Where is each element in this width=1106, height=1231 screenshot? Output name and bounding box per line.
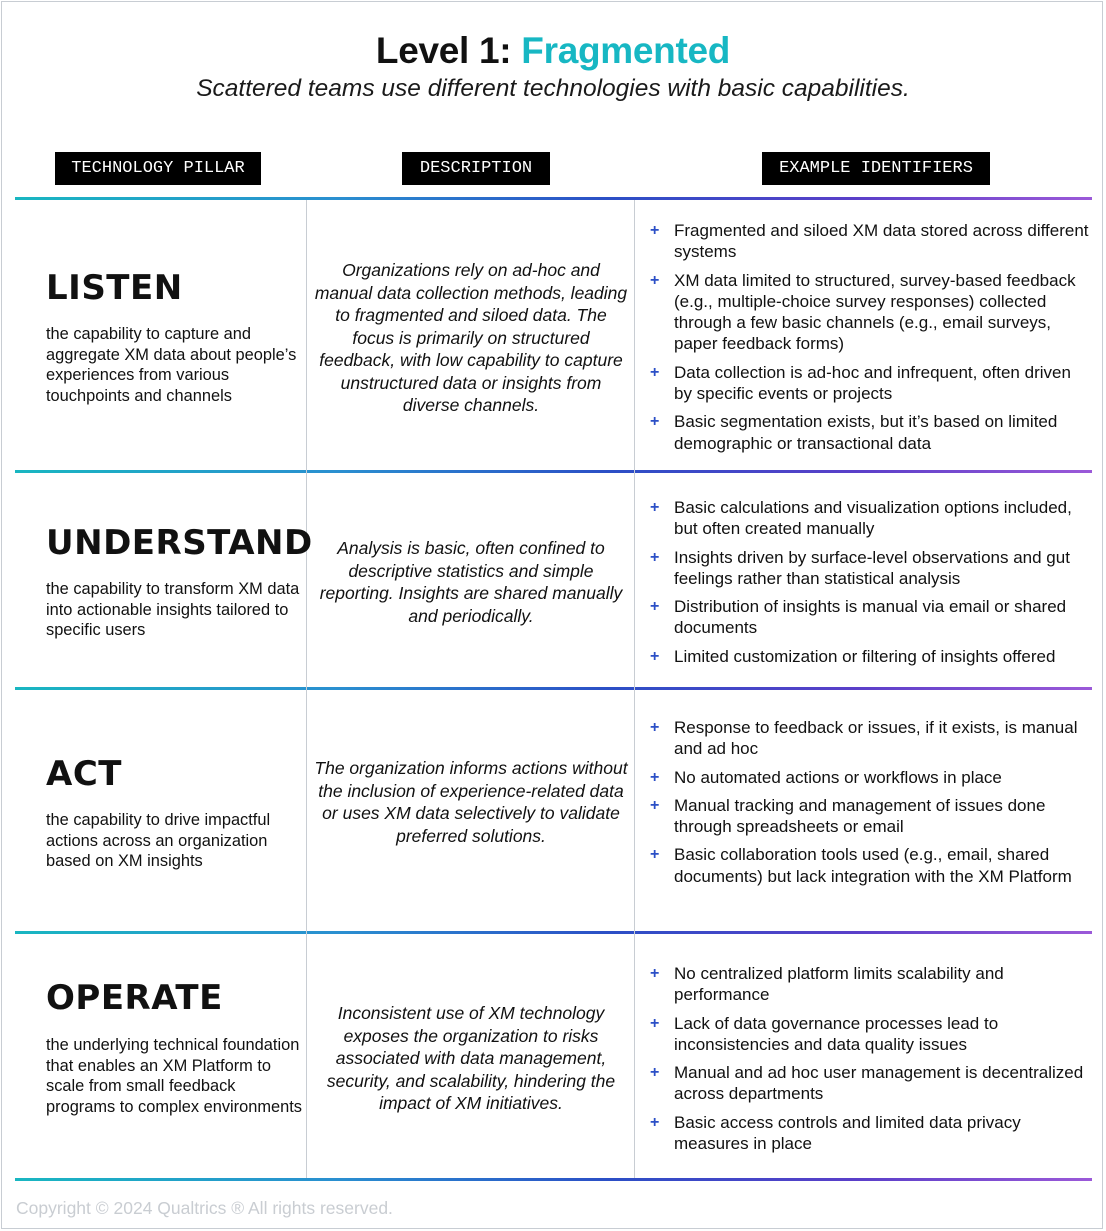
list-item: + Data collection is ad-hoc and infrequent, often driven by specific events or projects bbox=[650, 362, 1071, 404]
list-item: + Manual tracking and management of issues done through spreadsheets or email bbox=[650, 795, 1046, 837]
plus-icon: + bbox=[650, 271, 660, 289]
identifier-list-listen bbox=[650, 220, 1090, 461]
list-item: + Limited customization or filtering of insights offered bbox=[650, 646, 1056, 666]
row-divider bbox=[15, 470, 1092, 473]
list-item: + Response to feedback or issues, if it exists, is manual and ad hoc bbox=[650, 718, 1078, 759]
row-divider bbox=[15, 197, 1092, 200]
pillar-description-understand: Analysis is basic, often confined to descriptive statistics and simple reporting. Insights are shared manually and periodically. bbox=[319, 538, 623, 626]
plus-icon: + bbox=[650, 413, 660, 431]
plus-icon: + bbox=[650, 647, 660, 665]
identifier-list-act bbox=[650, 717, 1090, 894]
pillar-description-listen: Organizations rely on ad-hoc and manual data collection methods, leading to fragmented and siloed data. The focus is primarily on structured feedback, with low capability to capture unstructured data or insights from diverse channels. bbox=[314, 260, 628, 415]
plus-icon: + bbox=[650, 1064, 660, 1082]
plus-icon: + bbox=[650, 1014, 660, 1032]
title-accent: Fragmented bbox=[521, 30, 731, 71]
list-item: + XM data limited to structured, survey-based feedback (e.g., multiple-choice survey responses) collected through a few basic channels (e.g., email surveys, paper feedback forms) bbox=[650, 270, 1076, 354]
column-header-identifiers: EXAMPLE IDENTIFIERS bbox=[762, 152, 990, 185]
list-item: + Fragmented and siloed XM data stored across different systems bbox=[650, 221, 1089, 262]
pillar-description-act: The organization informs actions without the inclusion of experience-related data or uses XM data selectively to validate preferred solutions. bbox=[314, 758, 628, 846]
pillar-name-operate: OPERATE bbox=[46, 978, 223, 1018]
page-subtitle: Scattered teams use different technologies with basic capabilities. bbox=[196, 75, 910, 102]
pillar-definition-understand: the capability to transform XM data into actionable insights tailored to specific users bbox=[46, 580, 300, 639]
list-item: + Basic collaboration tools used (e.g., email, shared documents) but lack integration with the XM Platform bbox=[650, 845, 1072, 886]
plus-icon: + bbox=[650, 796, 660, 814]
plus-icon: + bbox=[650, 499, 660, 516]
column-header-pillar: TECHNOLOGY PILLAR bbox=[55, 152, 261, 185]
column-divider bbox=[634, 200, 635, 1178]
list-item: + No automated actions or workflows in place bbox=[650, 767, 1002, 787]
pillar-name-act: ACT bbox=[46, 754, 122, 794]
column-divider bbox=[306, 200, 307, 1178]
plus-icon: + bbox=[650, 598, 660, 616]
pillar-definition-act: the capability to drive impactful actions across an organization based on XM insights bbox=[46, 811, 271, 870]
row-divider bbox=[15, 687, 1092, 690]
column-header-description: DESCRIPTION bbox=[402, 152, 550, 185]
identifier-list-understand bbox=[650, 497, 1090, 674]
plus-icon: + bbox=[650, 768, 660, 786]
pillar-name-listen: LISTEN bbox=[46, 268, 183, 308]
list-item: + Manual and ad hoc user management is decentralized across departments bbox=[650, 1063, 1084, 1104]
list-item: + No centralized platform limits scalability and performance bbox=[650, 964, 1004, 1005]
title-prefix: Level 1: bbox=[375, 30, 522, 71]
plus-icon: + bbox=[650, 965, 660, 982]
page-title bbox=[0, 30, 1106, 72]
pillar-definition-listen: the capability to capture and aggregate XM data about people’s experiences from various touchpoints and channels bbox=[46, 325, 297, 405]
list-item: + Basic segmentation exists, but it’s based on limited demographic or transactional data bbox=[650, 412, 1058, 453]
pillar-definition-operate: the underlying technical foundation that enables an XM Platform to scale from small feedback programs to complex environments bbox=[46, 1036, 302, 1116]
list-item: + Lack of data governance processes lead to inconsistencies and data quality issues bbox=[650, 1013, 999, 1054]
plus-icon: + bbox=[650, 548, 660, 566]
plus-icon: + bbox=[650, 719, 660, 736]
list-item: + Distribution of insights is manual via email or shared documents bbox=[650, 597, 1067, 638]
list-item: + Insights driven by surface-level observations and gut feelings rather than statistical analysis bbox=[650, 547, 1070, 588]
row-divider bbox=[15, 1178, 1092, 1181]
pillar-description-operate: Inconsistent use of XM technology exposes the organization to risks associated with data management, security, and scalability, hindering the impact of XM initiatives. bbox=[326, 1003, 616, 1113]
list-item: + Basic calculations and visualization options included, but often created manually bbox=[650, 498, 1072, 539]
row-divider bbox=[15, 931, 1092, 934]
plus-icon: + bbox=[650, 363, 660, 381]
plus-icon: + bbox=[650, 846, 660, 864]
plus-icon: + bbox=[650, 222, 660, 239]
copyright-footer: Copyright © 2024 Qualtrics ® All rights reserved. bbox=[16, 1198, 393, 1218]
pillar-name-understand: UNDERSTAND bbox=[46, 523, 313, 563]
list-item: + Basic access controls and limited data privacy measures in place bbox=[650, 1112, 1021, 1154]
identifier-list-operate bbox=[650, 963, 1090, 1161]
plus-icon: + bbox=[650, 1113, 660, 1131]
